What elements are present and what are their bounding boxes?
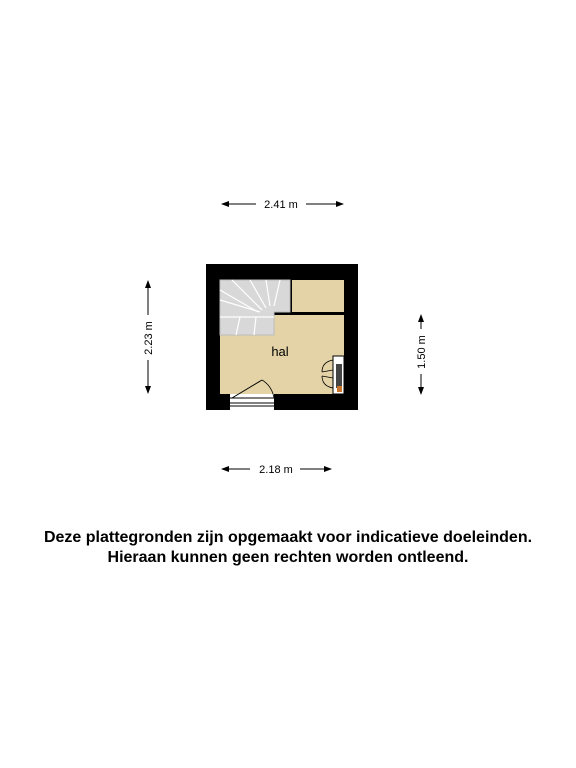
storage-floor bbox=[292, 280, 344, 312]
dimension-bottom-label: 2.18 m bbox=[259, 464, 293, 476]
disclaimer bbox=[0, 528, 576, 568]
room-label-hal: hal bbox=[271, 344, 289, 359]
dimension-left bbox=[143, 281, 155, 393]
disclaimer-line-1: Deze plattegronden zijn opgemaakt voor indicatieve doeleinden. bbox=[43, 529, 533, 546]
dimension-left-label: 2.23 m bbox=[143, 321, 155, 355]
dimension-right bbox=[416, 315, 428, 394]
dimension-right-label: 1.50 m bbox=[416, 335, 428, 369]
dimension-top-label: 2.41 m bbox=[264, 199, 298, 211]
disclaimer-line-2: Hieraan kunnen geen rechten worden ontleend. bbox=[107, 549, 469, 566]
dimension-bottom bbox=[222, 464, 331, 476]
dimension-top bbox=[222, 199, 343, 211]
